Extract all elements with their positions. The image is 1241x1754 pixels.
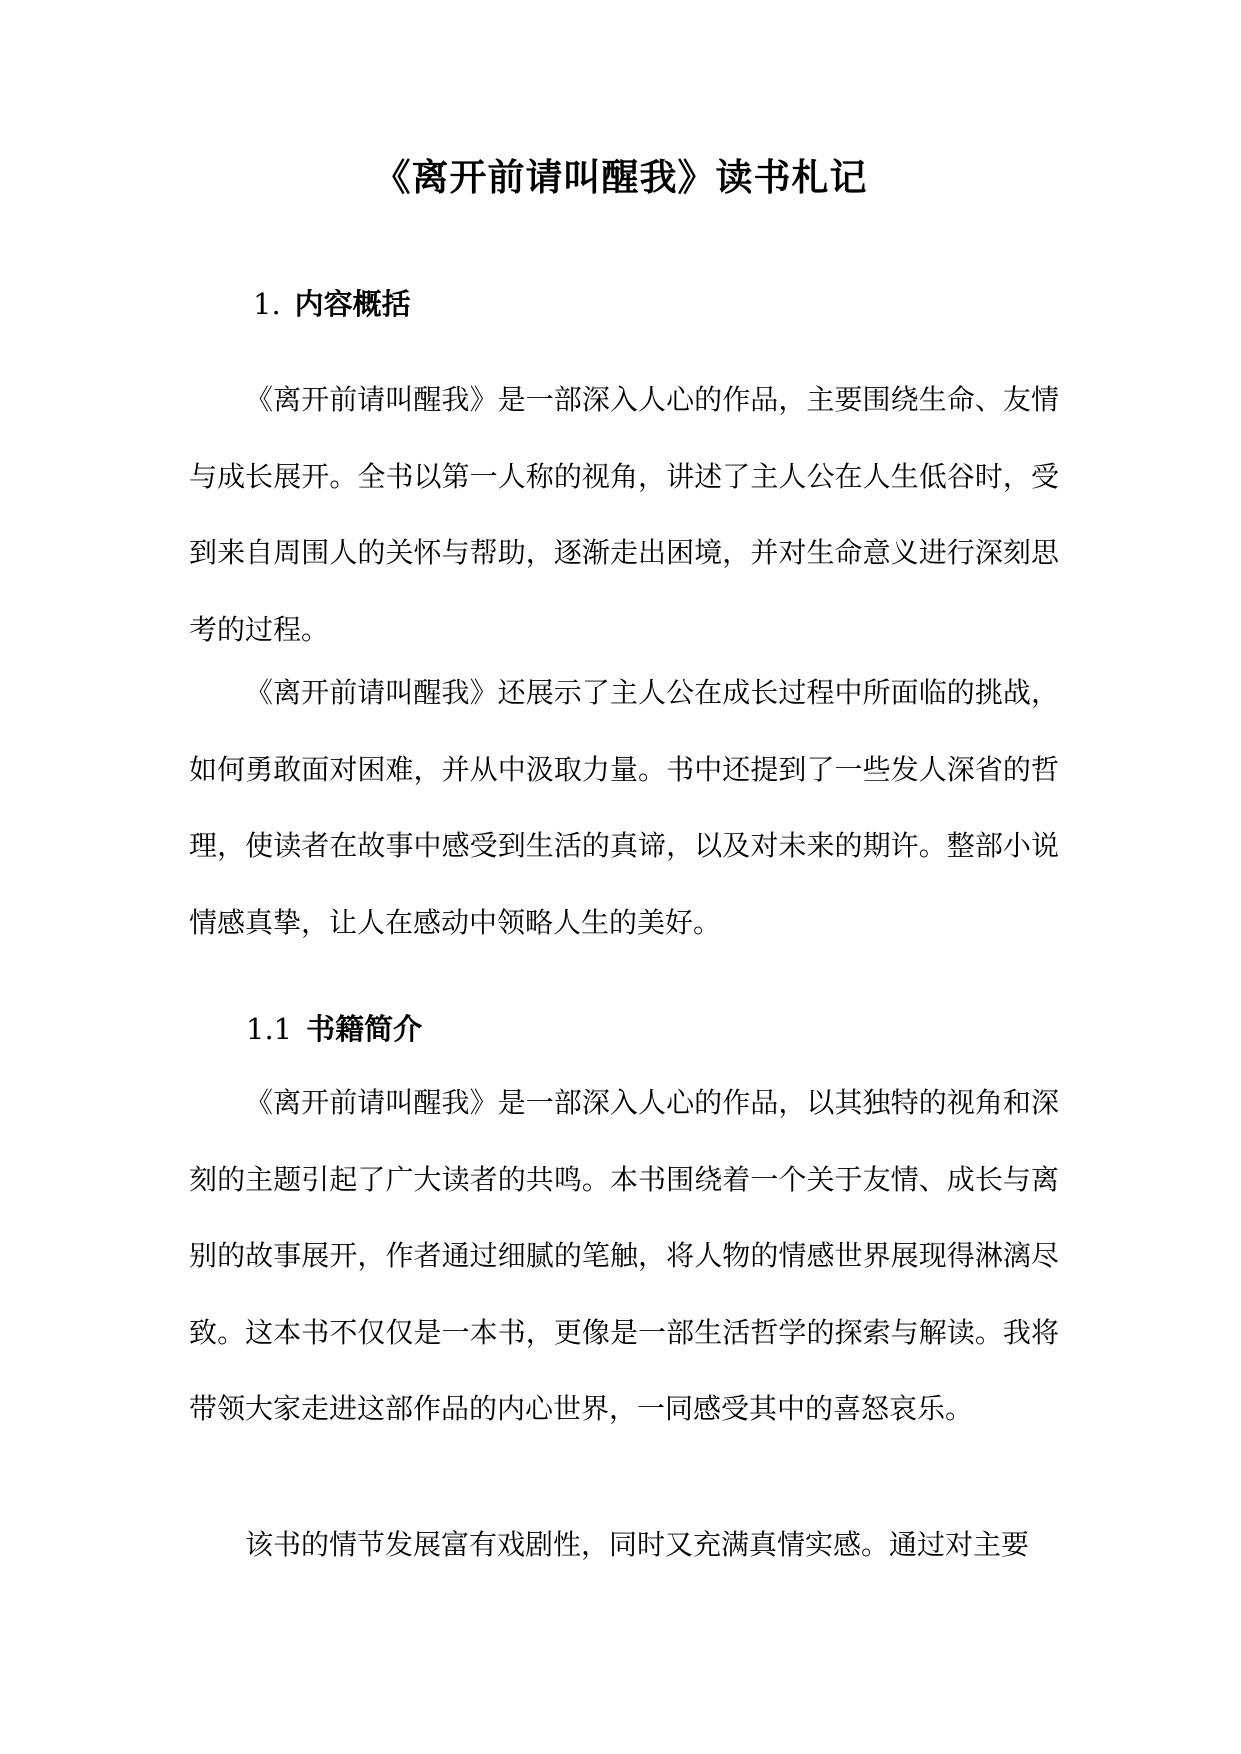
paragraph: 《离开前请叫醒我》是一部深入人心的作品，主要围绕生命、友情与成长展开。全书以第一人称的视角，讲述了主人公在人生低谷时，受到来自周围人的关怀与帮助，逐渐走出困境，并对生命意义进行深刻思考的过程。: [189, 383, 1059, 646]
section-number: 1.: [253, 287, 281, 321]
section-heading-1-1: [246, 1004, 422, 1054]
section-number: 1.1: [246, 1012, 293, 1046]
document-title: 《离开前请叫醒我》读书札记: [373, 156, 868, 199]
section-title: 内容概括: [294, 287, 411, 321]
section-title: 书籍简介: [306, 1012, 423, 1046]
paragraph: 《离开前请叫醒我》是一部深入人心的作品，以其独特的视角和深刻的主题引起了广大读者的共鸣。本书围绕着一个关于友情、成长与离别的故事展开，作者通过细腻的笔触，将人物的情感世界展现得淋漓尽致。这本书不仅仅是一本书，更像是一部生活哲学的探索与解读。我将带领大家走进这部作品的内心世界，一同感受其中的喜怒哀乐。: [189, 1086, 1059, 1425]
section-heading-1: [253, 279, 411, 329]
paragraph: 《离开前请叫醒我》还展示了主人公在成长过程中所面临的挑战，如何勇敢面对困难，并从中汲取力量。书中还提到了一些发人深省的哲理，使读者在故事中感受到生活的真谛，以及对未来的期许。整部小说情感真挚，让人在感动中领略人生的美好。: [189, 676, 1059, 939]
paragraph: 该书的情节发展富有戏剧性，同时又充满真情实感。通过对主要: [245, 1528, 1030, 1561]
